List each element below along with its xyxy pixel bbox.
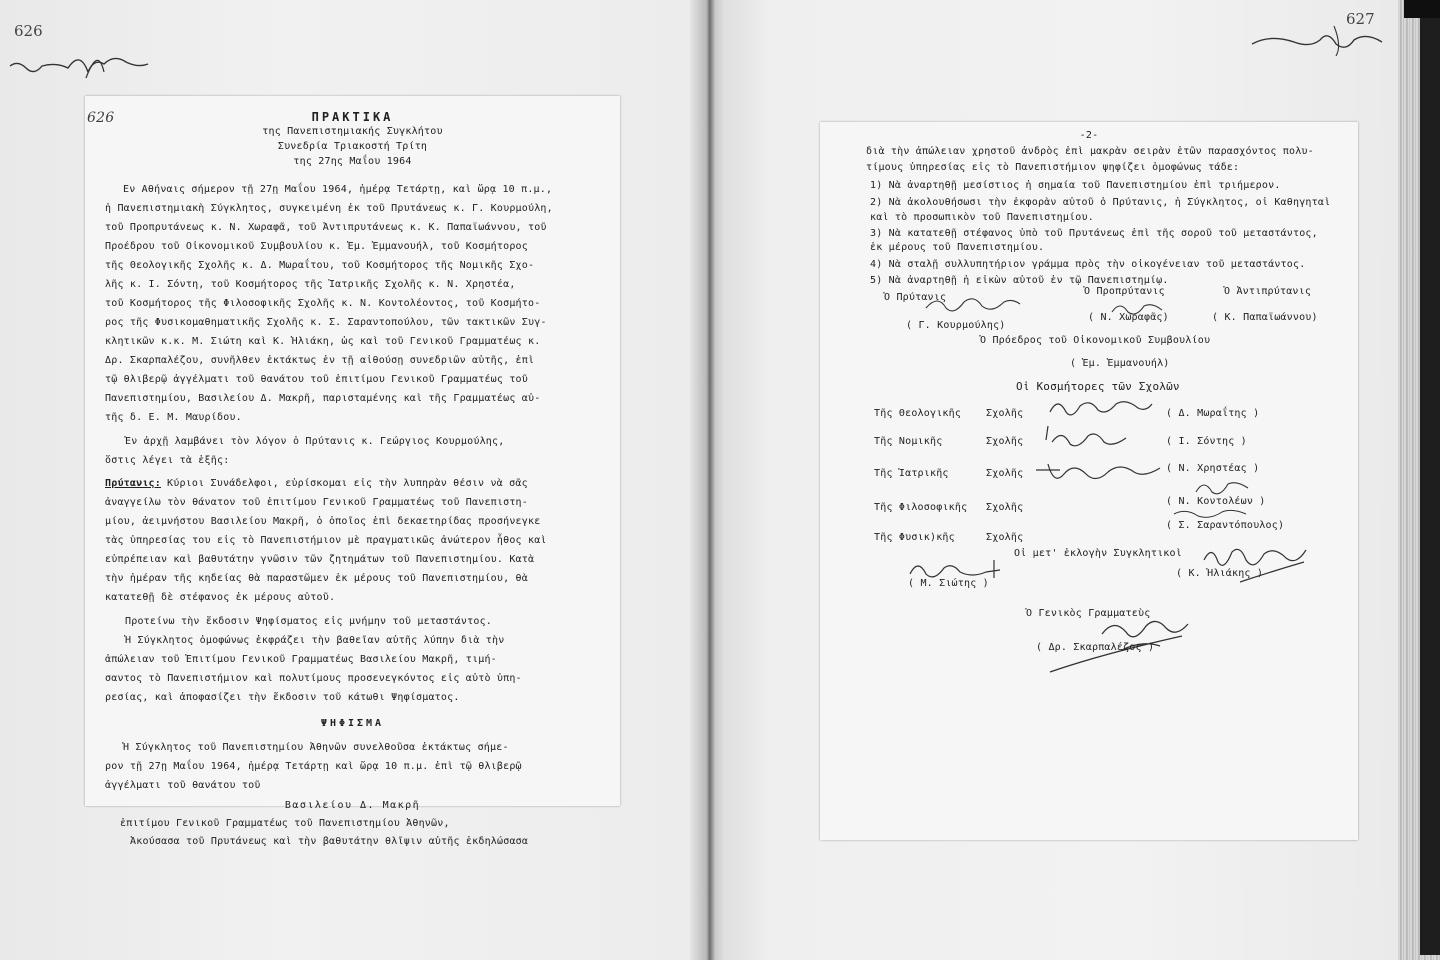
para5-line: ἐπιτίμου Γενικοῦ Γραμματέως τοῦ Πανεπιστημίου Ἀθηνῶν, bbox=[120, 818, 450, 829]
medicine-dean-signature bbox=[1034, 456, 1164, 488]
para4-line: ρον τῇ 27ῃ Μαΐου 1964, ἡμέρᾳ Τετάρτῃ καὶ ὥρᾳ 10 π.μ. ἐπὶ τῷ θλιβερῷ bbox=[105, 761, 522, 772]
decision-item: καὶ τὸ προσωπικὸν τοῦ Πανεπιστημίου. bbox=[870, 212, 1094, 223]
president-title: Ὁ Πρόεδρος τοῦ Οἰκονομικοῦ Συμβουλίου bbox=[980, 335, 1211, 346]
vice-rector-name: ( Κ. Παπαϊωάννου) bbox=[1212, 312, 1318, 323]
doc-title: ΠΡΑΚΤΙΚΑ bbox=[311, 110, 394, 124]
dean-school: Τῆς Νομικῆς bbox=[874, 436, 943, 447]
law-dean-signature bbox=[1042, 422, 1132, 454]
psifisma-title: ΨΗΦΙΣΜΑ bbox=[320, 718, 385, 729]
para4-line: ἀγγέλματι τοῦ θανάτου τοῦ bbox=[105, 780, 261, 791]
decision-item: 2) Νὰ ἀκολουθήσωσι τὴν ἐκφορὰν αὐτοῦ ὁ Πρύτανις, ἡ Σύγκλητος, οἱ Καθηγηταὶ bbox=[870, 197, 1331, 208]
elected-right-signature bbox=[1200, 542, 1310, 586]
para1-line: τῆς δ. Ε. Μ. Μαυρίδου. bbox=[105, 412, 242, 423]
para1-line: τοῦ Προπρυτάνεως κ. Ν. Χωραφᾶ, τοῦ Ἀντιπρυτάνεως κ. Κ. Παπαϊωάννου, τοῦ bbox=[105, 222, 547, 233]
para1-line: Δρ. Σκαρπαλέζου, συνῆλθεν ἐκτάκτως ἐν τῇ αἰθούσῃ συνεδριῶν αὐτῆς, ἐπὶ bbox=[105, 355, 535, 366]
para1-line: τῷ θλιβερῷ ἀγγέλματι τοῦ θανάτου τοῦ ἐπιτίμου Γενικοῦ Γραμματέως τοῦ bbox=[105, 374, 528, 385]
dean-label: Σχολῆς bbox=[986, 532, 1024, 543]
para1-line: ρος τῆς Φυσικομαθηματικῆς Σχολῆς κ. Σ. Σαραντοπούλου, τῶν τακτικῶν Συγ- bbox=[105, 317, 547, 328]
speech-line: ἀναγγείλω τὸν θάνατον τοῦ ἐπιτίμου Γενικοῦ Γραμματέως τοῦ Πανεπιστη- bbox=[105, 497, 528, 508]
doc-subtitle-1: της Πανεπιστημιακής Συγκλήτου bbox=[262, 126, 443, 137]
dean-school: Τῆς Φυσικ)κῆς bbox=[874, 532, 955, 543]
dean-label: Σχολῆς bbox=[986, 436, 1024, 447]
book-gutter bbox=[690, 0, 726, 960]
speech-line: τὴν ἡμέραν τῆς κηδείας θὰ παραστῶμεν ἐκ μέρους τοῦ Πανεπιστημίου, θὰ bbox=[105, 573, 528, 584]
doc-subtitle-2: Συνεδρία Τριακοστή Τρίτη bbox=[277, 141, 428, 152]
decision-item: ἐκ μέρους τοῦ Πανεπιστημίου. bbox=[870, 242, 1045, 253]
speech-line: τὰς ὑπηρεσίας του εἰς τὸ Πανεπιστήμιον μὲ πραγματικῶς ἀνώτερον ἦθος καὶ bbox=[105, 535, 547, 546]
dean-name: ( Ι. Σόντης ) bbox=[1166, 436, 1247, 447]
pro-rector-name: ( Ν. Χωραφᾶς) bbox=[1088, 312, 1169, 323]
decision-item: 5) Νὰ ἀναρτηθῇ ἡ εἰκὼν αὐτοῦ ἐν τῷ Πανεπιστημίῳ. bbox=[870, 275, 1169, 286]
elected-right-name: ( Κ. Ἠλιάκης ) bbox=[1176, 568, 1264, 579]
para1-line: τῆς Θεολογικῆς Σχολῆς κ. Δ. Μωραΐτου, τοῦ Κοσμήτορος τῆς Νομικῆς Σχο- bbox=[105, 260, 535, 271]
inner-folio: 626 bbox=[87, 110, 115, 126]
para1-line: Προέδρου τοῦ Οἰκονομικοῦ Συμβουλίου κ. Ἐμ. Ἐμμανουήλ, τοῦ Κοσμήτορος bbox=[105, 241, 528, 252]
elected-left-name: ( Μ. Σιώτης ) bbox=[908, 578, 989, 589]
top-signature-left bbox=[8, 38, 158, 88]
sciences-dean-signature bbox=[1170, 506, 1250, 522]
decision-item: 3) Νὰ κατατεθῇ στέφανος ὑπὸ τοῦ Πρυτάνεως ἐπὶ τῆς σοροῦ τοῦ μεταστάντος, bbox=[870, 228, 1318, 239]
dean-name: ( Ν. Χρηστέας ) bbox=[1166, 463, 1260, 474]
decision-item: 1) Νὰ ἀναρτηθῇ μεσίστιος ἡ σημαία τοῦ Πανεπιστημίου ἐπὶ τριήμερον. bbox=[870, 180, 1281, 191]
para2-line: Ἐν ἀρχῇ λαμβάνει τὸν λόγον ὁ Πρύτανις κ. Γεώργιος Κουρμούλης, bbox=[125, 436, 505, 447]
para3-line: ἀπώλειαν τοῦ Ἐπιτίμου Γενικοῦ Γραμματέως Βασιλείου Μακρῆ, τιμή- bbox=[105, 654, 497, 665]
theology-dean-signature bbox=[1046, 392, 1156, 422]
decision-item: 4) Νὰ σταλῇ συλλυπητήριον γράμμα πρὸς τὴν οἰκογένειαν τοῦ μεταστάντος. bbox=[870, 259, 1306, 270]
dean-label: Σχολῆς bbox=[986, 408, 1024, 419]
speech-label: Πρύτανις: bbox=[105, 478, 161, 489]
para4-line: Ἡ Σύγκλητος τοῦ Πανεπιστημίου Ἀθηνῶν συνελθοῦσα ἐκτάκτως σήμε- bbox=[123, 742, 509, 753]
para1-line: κλητικῶν κ.κ. Μ. Σιώτη καὶ Κ. Ἠλιάκη, ὡς καὶ τοῦ Γενικοῦ Γραμματέως κ. bbox=[105, 336, 541, 347]
dean-school: Τῆς Θεολογικῆς bbox=[874, 408, 962, 419]
dean-name: ( Δ. Μωραΐτης ) bbox=[1166, 408, 1260, 419]
folio-left: 626 bbox=[14, 22, 43, 40]
dean-name: ( Σ. Σαραντόπουλος) bbox=[1166, 520, 1285, 531]
para1-line: ἡ Πανεπιστημιακὴ Σύγκλητος, συγκειμένη ἐκ τοῦ Πρυτάνεως κ. Γ. Κουρμούλη, bbox=[105, 203, 553, 214]
page-mark: -2- bbox=[1079, 130, 1099, 141]
intro-line: διὰ τὴν ἀπώλειαν χρηστοῦ ἀνδρὸς ἐπὶ μακρὰν σειρὰν ἐτῶν παρασχόντος πολυ- bbox=[866, 146, 1314, 157]
elected-title: Οἱ μετ' ἐκλογὴν Συγκλητικοὶ bbox=[1014, 548, 1182, 559]
intro-line: τίμους ὑπηρεσίας εἰς τὸ Πανεπιστήμιον ψηφίζει ὁμοφώνως τάδε: bbox=[866, 162, 1240, 173]
right-sheet bbox=[820, 122, 1358, 840]
rector-title: Ὁ Πρύτανις bbox=[884, 292, 947, 303]
para3-line: Ἡ Σύγκλητος ὁμοφώνως ἐκφράζει τὴν βαθεῖαν αὐτῆς λύπην διὰ τὴν bbox=[125, 635, 505, 646]
vice-rector-title: Ὁ Ἀντιπρύτανις bbox=[1224, 286, 1312, 297]
speech-line: μίου, ἀειμνήστου Βασιλείου Μακρῆ, ὁ ὁποῖος ἐπὶ δεκαετηρίδας προσήνεγκε bbox=[105, 516, 541, 527]
para1-line: Εν Αθήναις σήμερον τῇ 27ῃ Μαΐου 1964, ἡμέρᾳ Τετάρτῃ, καὶ ὥρᾳ 10 π.μ., bbox=[123, 184, 553, 195]
philosophy-dean-signature bbox=[1192, 476, 1252, 498]
pro-rector-title: Ὁ Προπρύτανις bbox=[1084, 286, 1165, 297]
para5-line: Ἀκούσασα τοῦ Πρυτάνεως καὶ τὴν βαθυτάτην θλῖψιν αὐτῆς ἐκδηλώσασα bbox=[130, 836, 529, 847]
top-signature-right bbox=[1250, 22, 1390, 62]
dean-name: ( Ν. Κοντολέων ) bbox=[1166, 496, 1266, 507]
doc-subtitle-3: της 27ης Μαΐου 1964 bbox=[293, 156, 412, 167]
dean-label: Σχολῆς bbox=[986, 502, 1024, 513]
para1-line: τοῦ Κοσμήτορος τῆς Φιλοσοφικῆς Σχολῆς κ. Ν. Κοντολέοντος, τοῦ Κοσμήτο- bbox=[105, 298, 541, 309]
president-name: ( Ἐμ. Ἐμμανουήλ) bbox=[1070, 358, 1170, 369]
deceased-name: Βασιλείου Δ. Μακρῆ bbox=[284, 800, 421, 811]
dean-label: Σχολῆς bbox=[986, 468, 1024, 479]
dean-school: Τῆς Φιλοσοφικῆς bbox=[874, 502, 968, 513]
dean-school: Τῆς Ἰατρικῆς bbox=[874, 468, 949, 479]
speech-line: Κύριοι Συνάδελφοι, εὑρίσκομαι εἰς τὴν λυπηρὰν θέσιν νὰ σᾶς bbox=[167, 478, 528, 489]
folio-right: 627 bbox=[1346, 10, 1375, 28]
para2-line: ὅστις λέγει τὰ ἑξῆς: bbox=[105, 455, 230, 466]
para1-line: Πανεπιστημίου, Βασιλείου Δ. Μακρῆ, παρισταμένης καὶ τῆς Γραμματέως αὐ- bbox=[105, 393, 541, 404]
speech-line: εὐπρέπειαν καὶ βαθυτάτην γνῶσιν τῶν ζητημάτων τοῦ Πανεπιστημίου. Κατὰ bbox=[105, 554, 535, 565]
gen-sec-name: ( Δρ. Σκαρπαλέζος ) bbox=[1036, 642, 1155, 653]
para1-line: λῆς κ. Ι. Σόντη, τοῦ Κοσμήτορος τῆς Ἰατρικῆς Σχολῆς κ. Ν. Χρηστέα, bbox=[105, 279, 516, 290]
speech-line: κατατεθῇ δὲ στέφανος ἐκ μέρους αὐτοῦ. bbox=[105, 592, 336, 603]
rector-signature bbox=[924, 290, 1024, 318]
deans-title: Οἱ Κοσμήτορες τῶν Σχολῶν bbox=[1016, 380, 1180, 393]
para3-line: ρεσίας, καὶ ἀποφασίζει τὴν ἔκδοσιν τοῦ κάτωθι Ψηφίσματος. bbox=[105, 692, 460, 703]
rector-name: ( Γ. Κουρμούλης) bbox=[906, 320, 1006, 331]
left-sheet bbox=[85, 96, 620, 806]
gen-sec-title: Ὁ Γενικὸς Γραμματεὺς bbox=[1026, 608, 1151, 619]
binding-cap bbox=[1404, 0, 1440, 18]
para3-line: Προτείνω τὴν ἔκδοσιν Ψηφίσματος εἰς μνήμην τοῦ μεταστάντος. bbox=[125, 616, 493, 627]
binding-edge bbox=[1420, 10, 1440, 955]
para3-line: σαντος τὸ Πανεπιστήμιον καὶ πολυτίμους προσενεγκόντος εἰς αὐτὸ ὑπη- bbox=[105, 673, 522, 684]
